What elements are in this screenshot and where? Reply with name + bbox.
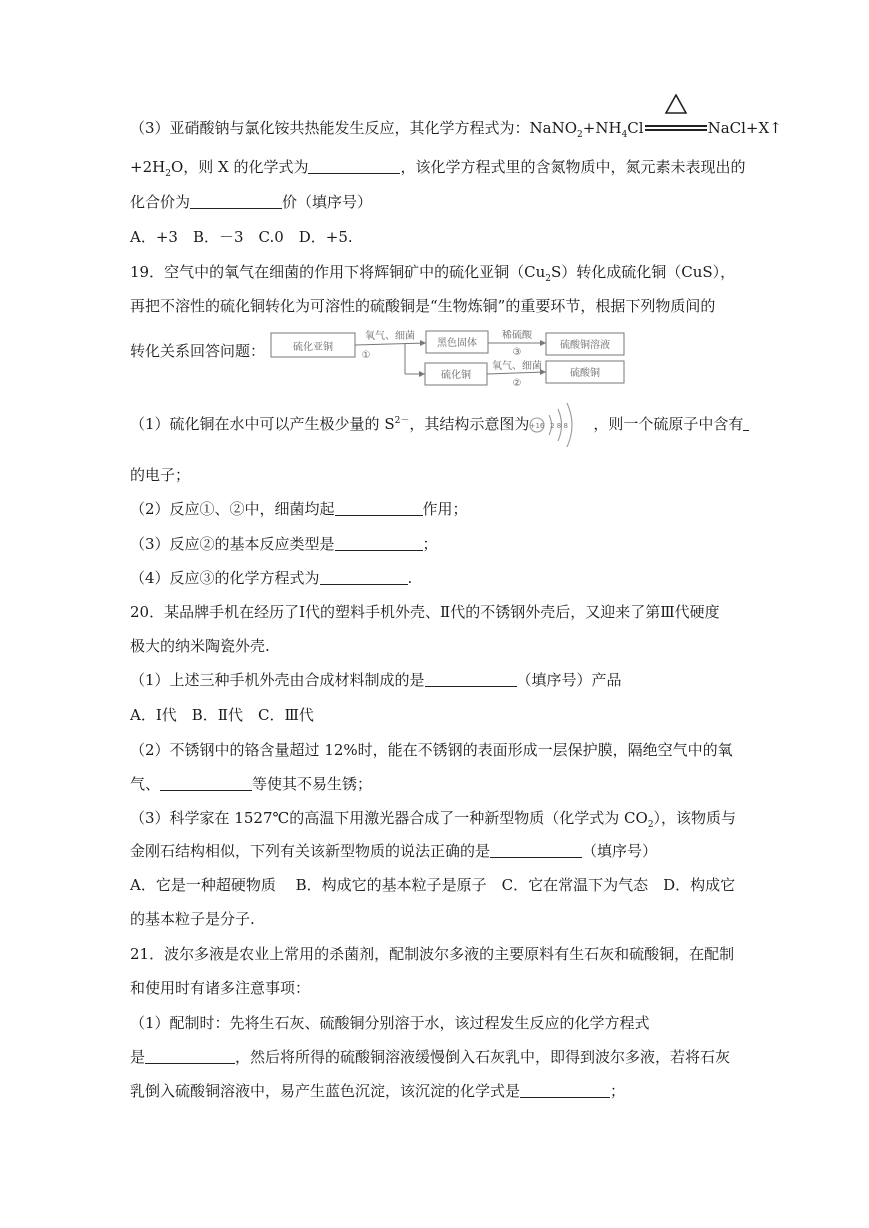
flow-arrow2-number: ②: [512, 378, 522, 389]
q18-part3-line3: 化合价为 价（填序号）: [130, 193, 373, 211]
q20-part3-options-line1: A．它是一种超硬物质 B．构成它的基本粒子是原子 C．它在常温下为气态 D．构成它: [130, 876, 736, 894]
q21-part1-line2: 是 ，然后将所得的硫酸铜溶液缓慢倒入石灰乳中，即得到波尔多液，若将石灰: [130, 1048, 731, 1066]
flow-box-black-solid: 黑色固体: [437, 338, 477, 349]
atom-electron-shells: 2 8 8: [550, 422, 568, 430]
q19-stem-line3: 转化关系回答问题：: [130, 342, 266, 360]
q20-part3-line1: （3）科学家在 1527℃的高温下用激光器合成了一种新型物质（化学式为 $CO_2$），该物质与: [130, 809, 737, 830]
flow-arrow3-number: ③: [512, 347, 522, 358]
q19-part1-line1: （1）硫化铜在水中可以产生极少量的 $S^{2-}$，其结构示意图为 ，则一个硫原子中含有: [130, 414, 749, 434]
sulfide-ion-structure-diagram: [527, 397, 583, 453]
answer-blank-valence[interactable]: [190, 193, 282, 209]
answer-blank-equation3[interactable]: [320, 569, 408, 585]
flow-box-cus: 硫化铜: [441, 370, 471, 381]
q21-stem-line2: 和使用时有诸多注意事项：: [130, 979, 311, 997]
flow-arrow1-label: 氧气、细菌: [365, 331, 415, 342]
flow-arrow3-label: 稀硫酸: [502, 330, 532, 341]
q21-part1-line3: 乳倒入硫酸铜溶液中，易产生蓝色沉淀，该沉淀的化学式是 ；: [130, 1082, 626, 1100]
equation: $NaNO_2+NH_4Cl$ NaCl+X↑: [530, 119, 782, 137]
heat-triangle-icon: [665, 94, 687, 114]
q20-part2-line2: 气、 等使其不易生锈；: [130, 775, 373, 793]
answer-blank-bacteria-role[interactable]: [335, 500, 423, 516]
q20-part3-options-line2: 的基本粒子是分子.: [130, 910, 255, 928]
answer-blank-rust-factor[interactable]: [160, 775, 252, 791]
q18-part3-lead: （3）亚硝酸钠与氯化铵共热能发生反应，其化学方程式为：: [130, 119, 530, 137]
q20-part1-options: A．Ⅰ代 B．Ⅱ代 C．Ⅲ代: [130, 706, 314, 724]
answer-blank-reaction-type[interactable]: [335, 535, 423, 551]
q19-part1-line2: 的电子；: [130, 466, 191, 484]
q18-part3-line2: $+2H_2O$，则 X 的化学式为 ，该化学方程式里的含氮物质中，氮元素未表现出的: [130, 158, 746, 179]
answer-blank-precipitate-formula[interactable]: [520, 1082, 610, 1098]
answer-blank-electrons[interactable]: [743, 415, 749, 431]
q18-part3-line1: [130, 118, 782, 138]
q20-part2-line1: （2）不锈钢中的铬含量超过 12%时，能在不锈钢的表面形成一层保护膜，隔绝空气中的氧: [130, 741, 733, 759]
q19-stem-line2: 再把不溶性的硫化铜转化为可溶性的硫酸铜是“生物炼铜”的重要环节，根据下列物质间的: [130, 297, 716, 315]
flow-arrow2-label: 氧气、细菌: [492, 361, 542, 372]
q19-stem-line1: 19．空气中的氧气在细菌的作用下将辉铜矿中的硫化亚铜$(Cu_2S)$转化成硫化铜（CuS），: [130, 263, 736, 284]
q18-options: A．+3 B．－3 C.0 D．+5.: [130, 228, 353, 246]
flow-box-cuso4-solution: 硫酸铜溶液: [560, 340, 610, 351]
flow-box-cu2s: 硫化亚铜: [293, 342, 333, 353]
flow-box-cuso4: 硫酸铜: [570, 368, 600, 379]
q20-part3-line2: 金刚石结构相似，下列有关该新型物质的说法正确的是 （填序号）: [130, 842, 658, 860]
q21-stem-line1: 21．波尔多液是农业上常用的杀菌剂，配制波尔多液的主要原料有生石灰和硫酸铜，在配制: [130, 945, 735, 963]
q21-part1-line1: （1）配制时：先将生石灰、硫酸铜分别溶于水，该过程发生反应的化学方程式: [130, 1014, 650, 1032]
atom-nucleus-charge: +16: [529, 422, 545, 430]
q20-stem-line1: 20．某品牌手机在经历了Ⅰ代的塑料手机外壳、Ⅱ代的不锈钢外壳后，又迎来了第Ⅲ代硬度: [130, 603, 720, 621]
conversion-flow-diagram: [270, 330, 635, 390]
answer-blank-synthetic-material[interactable]: [425, 671, 517, 687]
q19-part4: （4）反应③的化学方程式为 .: [130, 569, 413, 587]
q20-stem-line2: 极大的纳米陶瓷外壳.: [130, 637, 270, 655]
q19-part2: （2）反应①、②中，细菌均起 作用；: [130, 500, 468, 518]
q20-part1: （1）上述三种手机外壳由合成材料制成的是 （填序号）产品: [130, 671, 622, 689]
answer-blank-slaking-equation[interactable]: [145, 1048, 235, 1064]
q19-part3: （3）反应②的基本反应类型是 ；: [130, 535, 438, 553]
heating-condition-equals-sign: [645, 120, 707, 136]
answer-blank-x-formula[interactable]: [308, 158, 400, 174]
answer-blank-new-substance[interactable]: [490, 842, 582, 858]
flow-arrow1-number: ①: [361, 350, 371, 361]
